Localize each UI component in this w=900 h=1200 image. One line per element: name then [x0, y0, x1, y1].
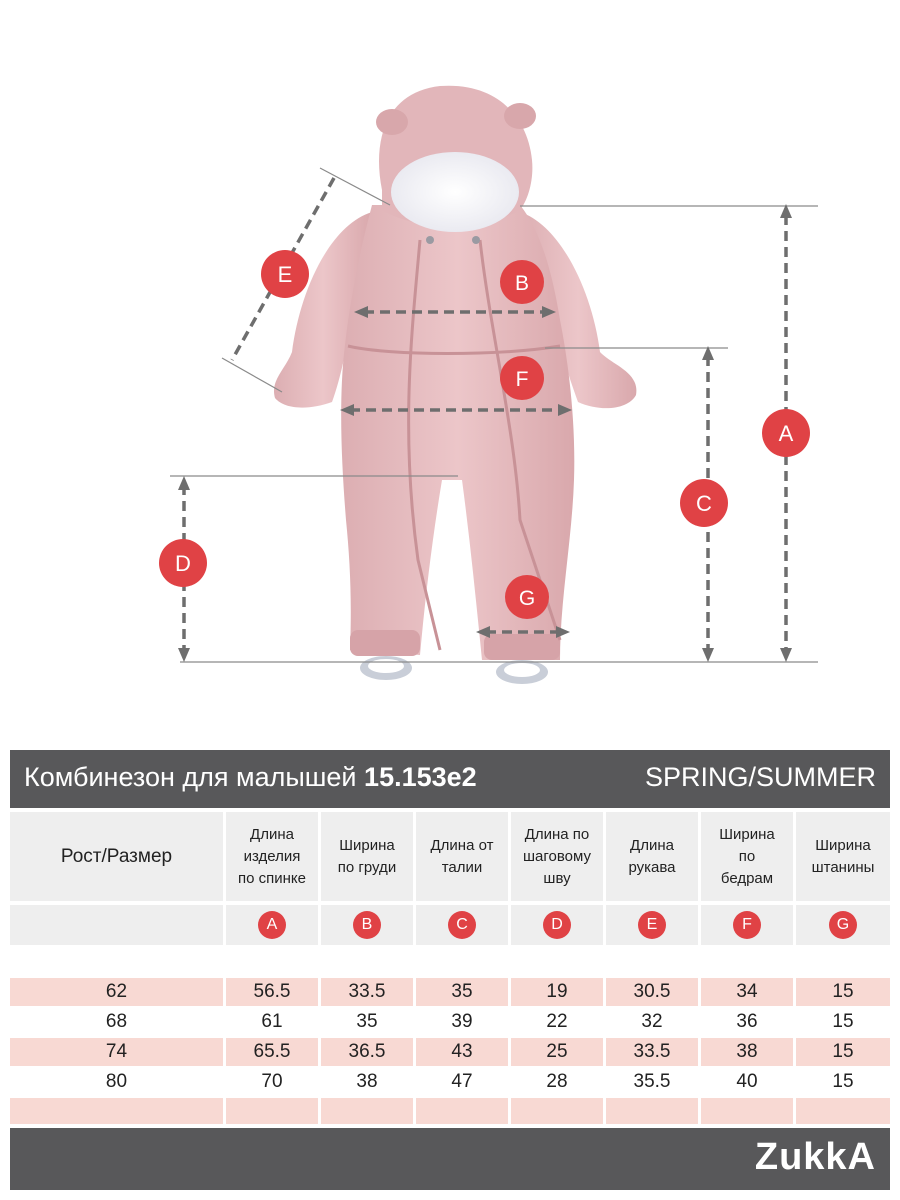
cell-value: 32: [641, 1011, 663, 1032]
header-col-6: Ширина по бедрам: [701, 812, 793, 901]
label-cell: [226, 905, 318, 945]
column-separator: [223, 978, 226, 1124]
column-separator: [793, 978, 796, 1124]
column-separator: [603, 978, 606, 1124]
cell-value: 39: [451, 1011, 473, 1032]
label-cell: [796, 905, 890, 945]
column-separator: [698, 978, 701, 1124]
cell-value: 43: [451, 1041, 473, 1062]
marker-d: [159, 539, 207, 587]
cell-value: 70: [261, 1071, 283, 1092]
marker-f: [500, 356, 544, 400]
measure-letter-badge: A: [258, 911, 286, 939]
label-row-empty: [10, 905, 223, 945]
cell-value: 65.5: [253, 1041, 291, 1062]
footer-bar: [10, 1128, 890, 1190]
cell-value: 38: [736, 1041, 758, 1062]
label-cell: [701, 905, 793, 945]
marker-b: [500, 260, 544, 304]
cell-size: 80: [105, 1071, 128, 1092]
label-cell: [606, 905, 698, 945]
cell-size: 62: [105, 981, 128, 1002]
cell-value: 15: [832, 1011, 854, 1032]
season-label: SPRING/SUMMER: [644, 762, 876, 792]
cell-size: 74: [105, 1041, 128, 1062]
svg-text:E: E: [277, 262, 293, 287]
snowsuit-illustration: [274, 86, 636, 684]
cell-value: 28: [546, 1071, 568, 1092]
cell-value: 38: [356, 1071, 378, 1092]
measure-letter-badge: D: [543, 911, 571, 939]
header-col-4: Длина по шаговому шву: [511, 812, 603, 901]
column-separator: [318, 978, 321, 1124]
cell-value: 30.5: [633, 981, 671, 1002]
measure-letter-badge: B: [353, 911, 381, 939]
svg-text:B: B: [514, 272, 530, 295]
label-cell: [321, 905, 413, 945]
brand-logo: ZukkA: [754, 1136, 876, 1178]
svg-text:G: G: [518, 587, 536, 610]
measure-letter-badge: F: [733, 911, 761, 939]
header-col-3: Длина от талии: [416, 812, 508, 901]
column-separator: [508, 978, 511, 1124]
cell-value: 34: [736, 981, 758, 1002]
header-col-7: Ширина штанины: [796, 812, 890, 901]
measure-letter-badge: C: [448, 911, 476, 939]
label-cell: [416, 905, 508, 945]
header-size: Рост/Размер: [10, 812, 223, 901]
marker-g: [505, 575, 549, 619]
svg-text:F: F: [515, 368, 529, 391]
header-col-1: Длина изделия по спинке: [226, 812, 318, 901]
cell-value: 35: [356, 1011, 378, 1032]
marker-e: [261, 250, 309, 298]
header-col-2: Ширина по груди: [321, 812, 413, 901]
label-cell: [511, 905, 603, 945]
header-col-5: Длина рукава: [606, 812, 698, 901]
cell-size: 68: [105, 1011, 128, 1032]
cell-value: 61: [261, 1011, 283, 1032]
measure-letter-badge: E: [638, 911, 666, 939]
column-separator: [413, 978, 416, 1124]
cell-value: 36: [736, 1011, 758, 1032]
cell-value: 47: [451, 1071, 473, 1092]
cell-value: 36.5: [348, 1041, 386, 1062]
cell-value: 15: [832, 1041, 854, 1062]
svg-text:D: D: [175, 551, 191, 576]
cell-value: 15: [832, 1071, 854, 1092]
cell-value: 56.5: [253, 981, 291, 1002]
cell-value: 33.5: [348, 981, 386, 1002]
cell-value: 35.5: [633, 1071, 671, 1092]
cell-value: 19: [546, 981, 568, 1002]
cell-value: 25: [546, 1041, 568, 1062]
product-model: 15.153e2: [364, 762, 477, 792]
marker-c: [680, 479, 728, 527]
cell-value: 40: [736, 1071, 758, 1092]
title-bar: [10, 750, 890, 808]
svg-text:A: A: [778, 421, 794, 446]
row-empty: [10, 1098, 890, 1124]
marker-a: [762, 409, 810, 457]
row-spacer: [10, 948, 890, 974]
cell-value: 15: [832, 981, 854, 1002]
cell-value: 35: [451, 981, 473, 1002]
product-name: Комбинезон для малышей: [24, 762, 357, 792]
svg-text:C: C: [696, 491, 712, 516]
product-title: [24, 762, 477, 793]
cell-value: 22: [546, 1011, 568, 1032]
cell-value: 33.5: [633, 1041, 671, 1062]
measure-letter-badge: G: [829, 911, 857, 939]
